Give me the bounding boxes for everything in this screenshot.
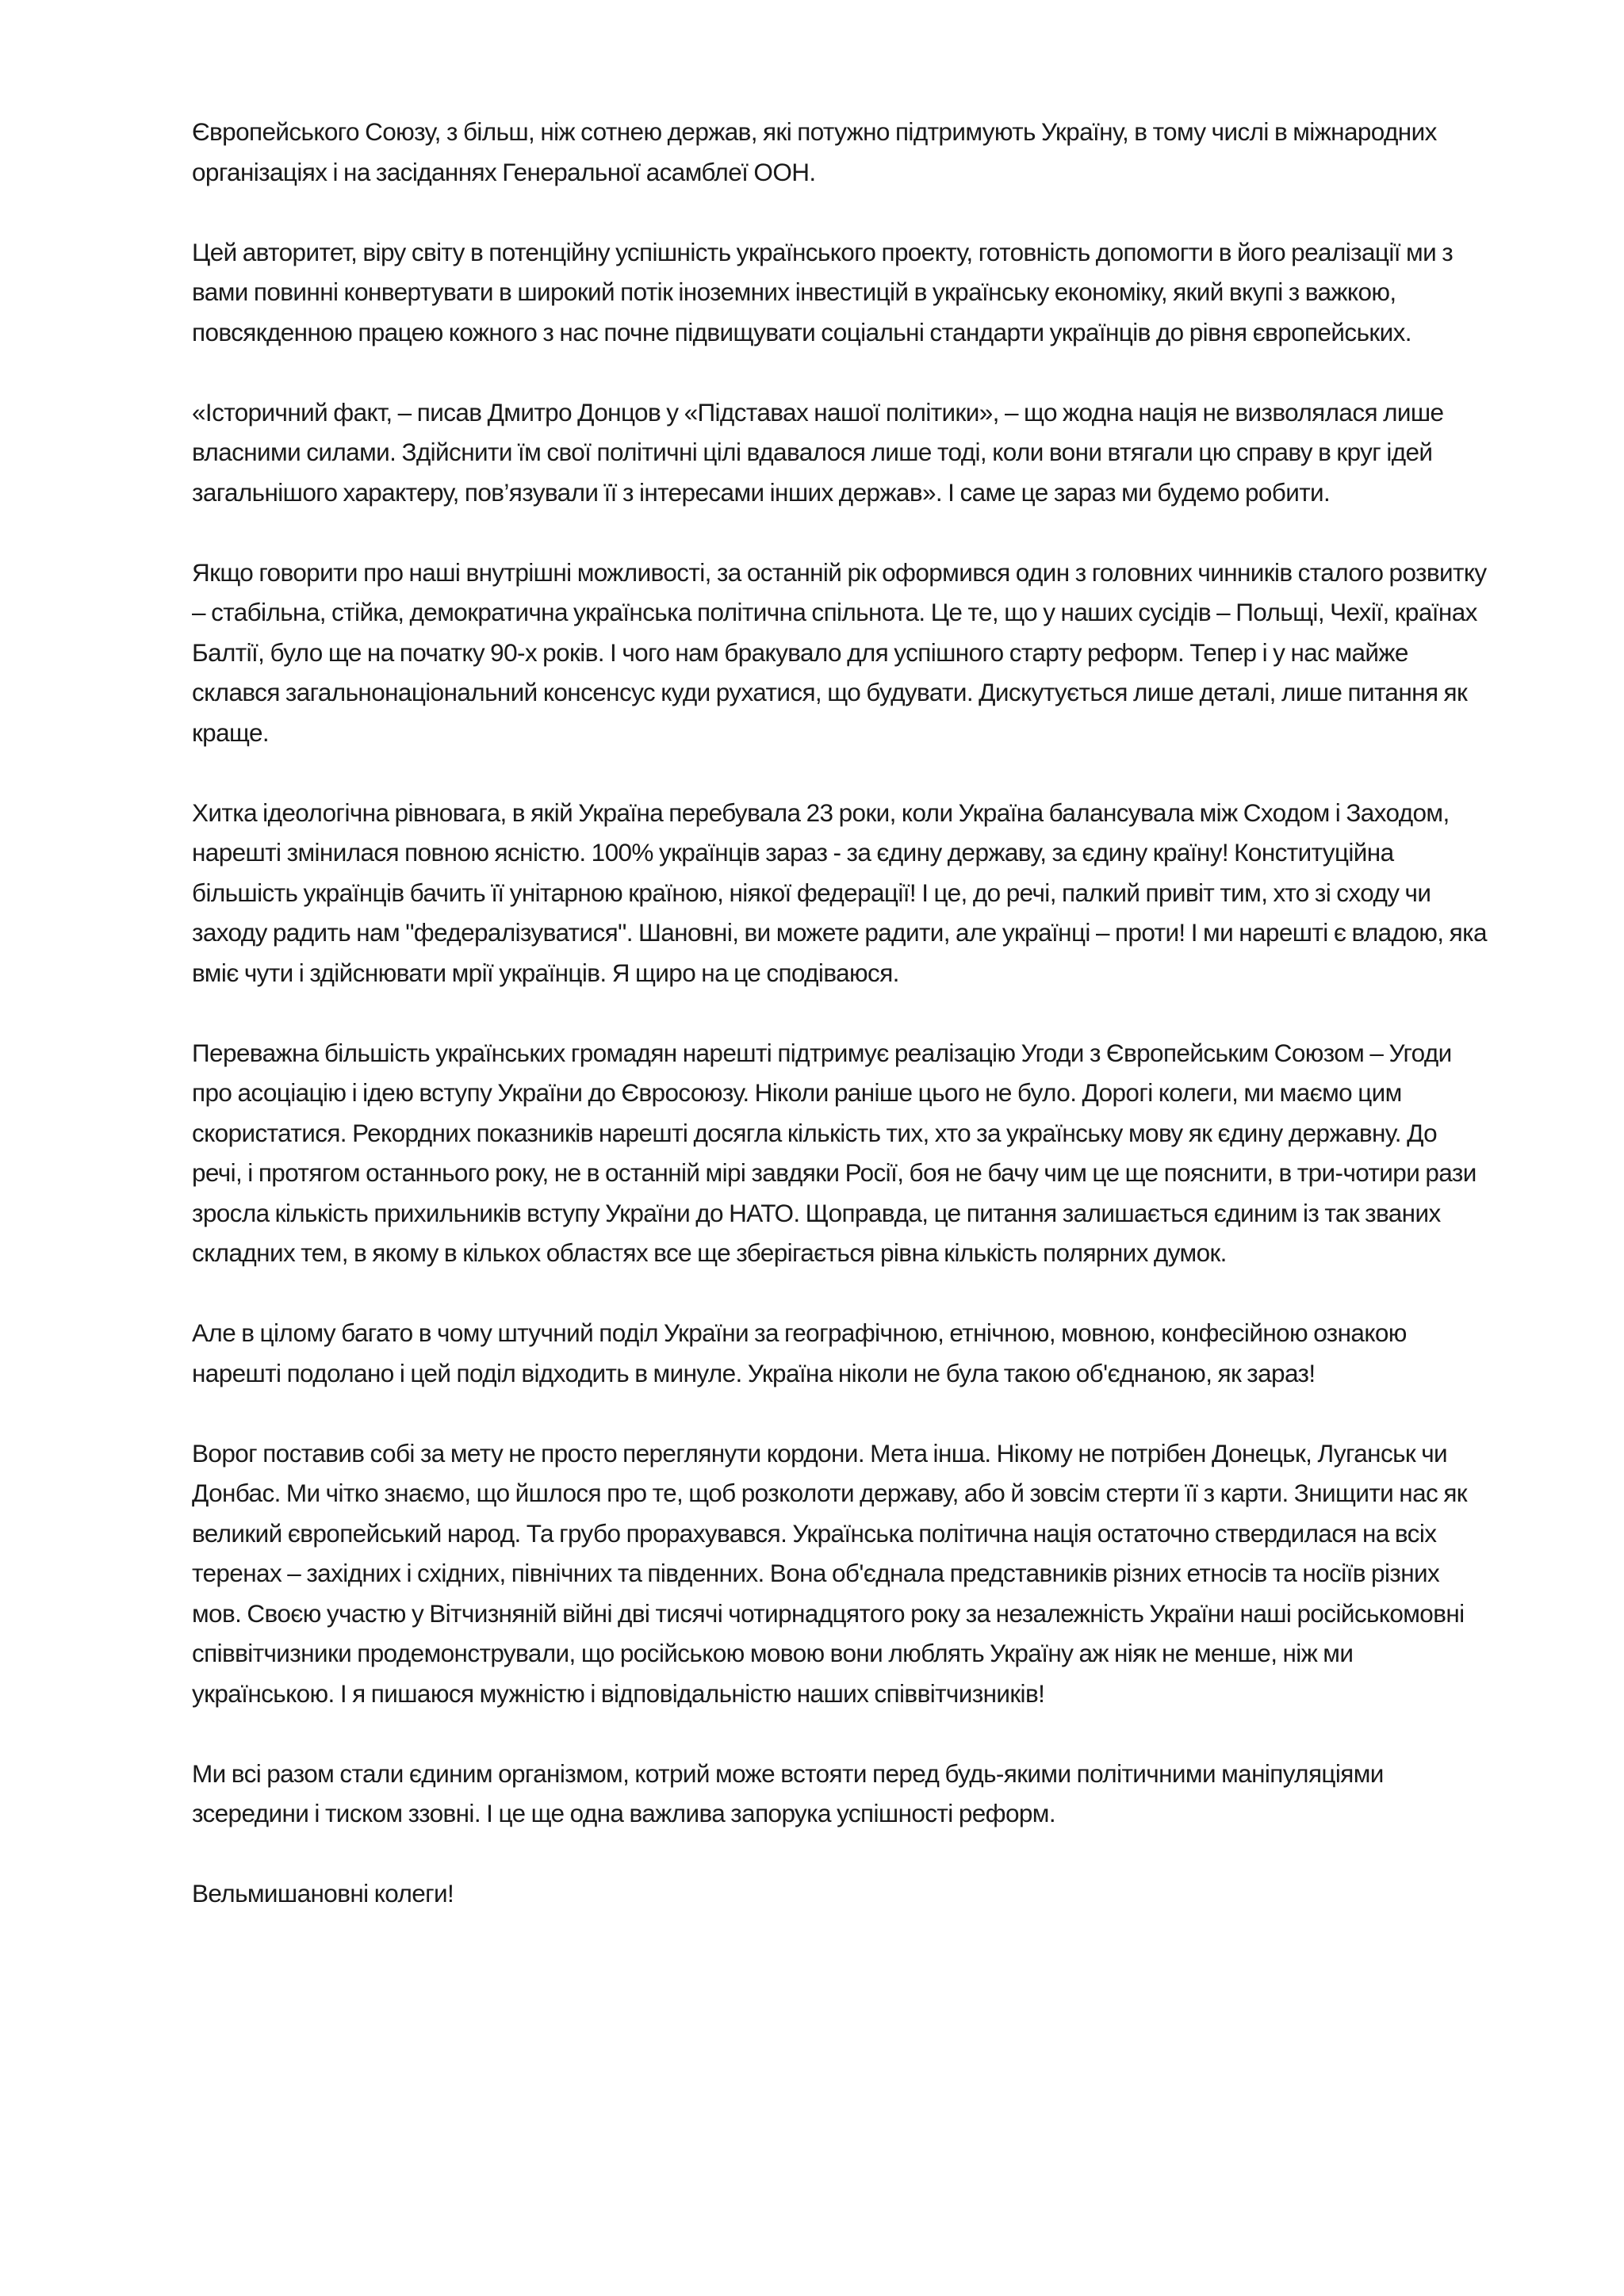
paragraph-9: Ми всі разом стали єдиним організмом, котрий може встояти перед будь-якими політичними маніпуляціями зсередини і тиском ззовні. І це ще одна важлива запорука успішності реформ. (192, 1758, 1384, 1827)
paragraph-8: Ворог поставив собі за мету не просто переглянути кордони. Мета інша. Нікому не потрібен Донецьк, Луганськ чи Донбас. Ми чітко знаємо, що йшлося про те, щоб розколоти державу, або й зовсім стерти її з карти. Знищити нас як великий європейський народ. Та грубо прорахувався. Українська політична нація остаточно ствердилася на всіх теренах – західних і східних, північних та південних. Вона об'єднала представників різних етносів та носіїв різних мов. Своєю участю у Вітчизняній війні дві тисячі чотирнадцятого року за незалежність України наші російськомовні співвітчизники продемонстрували, що російською мовою вони люблять Україну аж ніяк не менше, ніж ми українською. І я пишаюся мужністю і відповідальністю наших співвітчизників! (192, 1438, 1467, 1708)
closing-salutation: Вельмишановні колеги! (192, 1879, 454, 1908)
paragraph-4: Якщо говорити про наші внутрішні можливості, за останній рік оформився один з головних чинників сталого розвитку – стабільна, стійка, демократична українська політична спільнота. Це те, що у наших сусідів – Польщі, Чехії, країнах Балтії, було ще на початку 90-х років. І чого нам бракувало для успішного старту реформ. Тепер і у нас майже склався загальнонаціональний консенсус куди рухатися, що будувати. Дискутується лише деталі, лише питання як краще. (192, 557, 1487, 747)
paragraph-6: Переважна більшість українських громадян нарешті підтримує реалізацію Угоди з Європейським Союзом – Угоди про асоціацію і ідею вступу України до Євросоюзу. Ніколи раніше цього не було. Дорогі колеги, ми маємо цим скористатися. Рекордних показників нарешті досягла кількість тих, хто за українську мову як єдину державну. До речі, і протягом останнього року, не в останній мірі завдяки Росії, боя не бачу чим це ще пояснити, в три-чотири рази зросла кількість прихильників вступу України до НАТО. Щоправда, це питання залишається єдиним із так званих складних тем, в якому в кількох областях все ще зберігається рівна кількість полярних думок. (192, 1038, 1477, 1267)
paragraph-1: Європейського Союзу, з більш, ніж сотнею держав, які потужно підтримують Україну, в тому числі в міжнародних організаціях і на засіданнях Генеральної асамблеї ООН. (192, 117, 1437, 186)
paragraph-2: Цей авторитет, віру світу в потенційну успішність українського проекту, готовність допомогти в його реалізації ми з вами повинні конвертувати в широкий потік іноземних інвестицій в українську економіку, який вкупі з важкою, повсякденною працею кожного з нас почне підвищувати соціальні стандарти українців до рівня європейських. (192, 237, 1454, 346)
paragraph-5: Хитка ідеологічна рівновага, в якій Україна перебувала 23 роки, коли Україна балансувала між Сходом і Заходом, нарешті змінилася повною ясністю. 100% українців зараз - за єдину державу, за єдину країну! Конституційна більшість українців бачить її унітарною країною, ніякої федерації! І це, до речі, палкий привіт тим, хто зі сходу чи заходу радить нам "федералізуватися". Шановні, ви можете радити, але українці – проти! І ми нарешті є владою, яка вміє чути і здійснювати мрії українців. Я щиро на це сподіваюся. (192, 798, 1487, 987)
paragraph-3: «Історичний факт, – писав Дмитро Донцов у «Підставах нашої політики», – що жодна нація не визволялася лише власними силами. Здійснити їм свої політичні цілі вдавалося лише тоді, коли вони втягали цю справу в круг ідей загальнішого характеру, пов’язували її з інтересами інших держав». І саме це зараз ми будемо робити. (192, 397, 1444, 507)
paragraph-7: Але в цілому багато в чому штучний поділ України за географічною, етнічною, мовною, конфесійною ознакою нарешті подолано і цей поділ відходить в минуле. Україна ніколи не була такою об'єднаною, як зараз! (192, 1318, 1407, 1387)
document-body (192, 112, 1492, 1914)
